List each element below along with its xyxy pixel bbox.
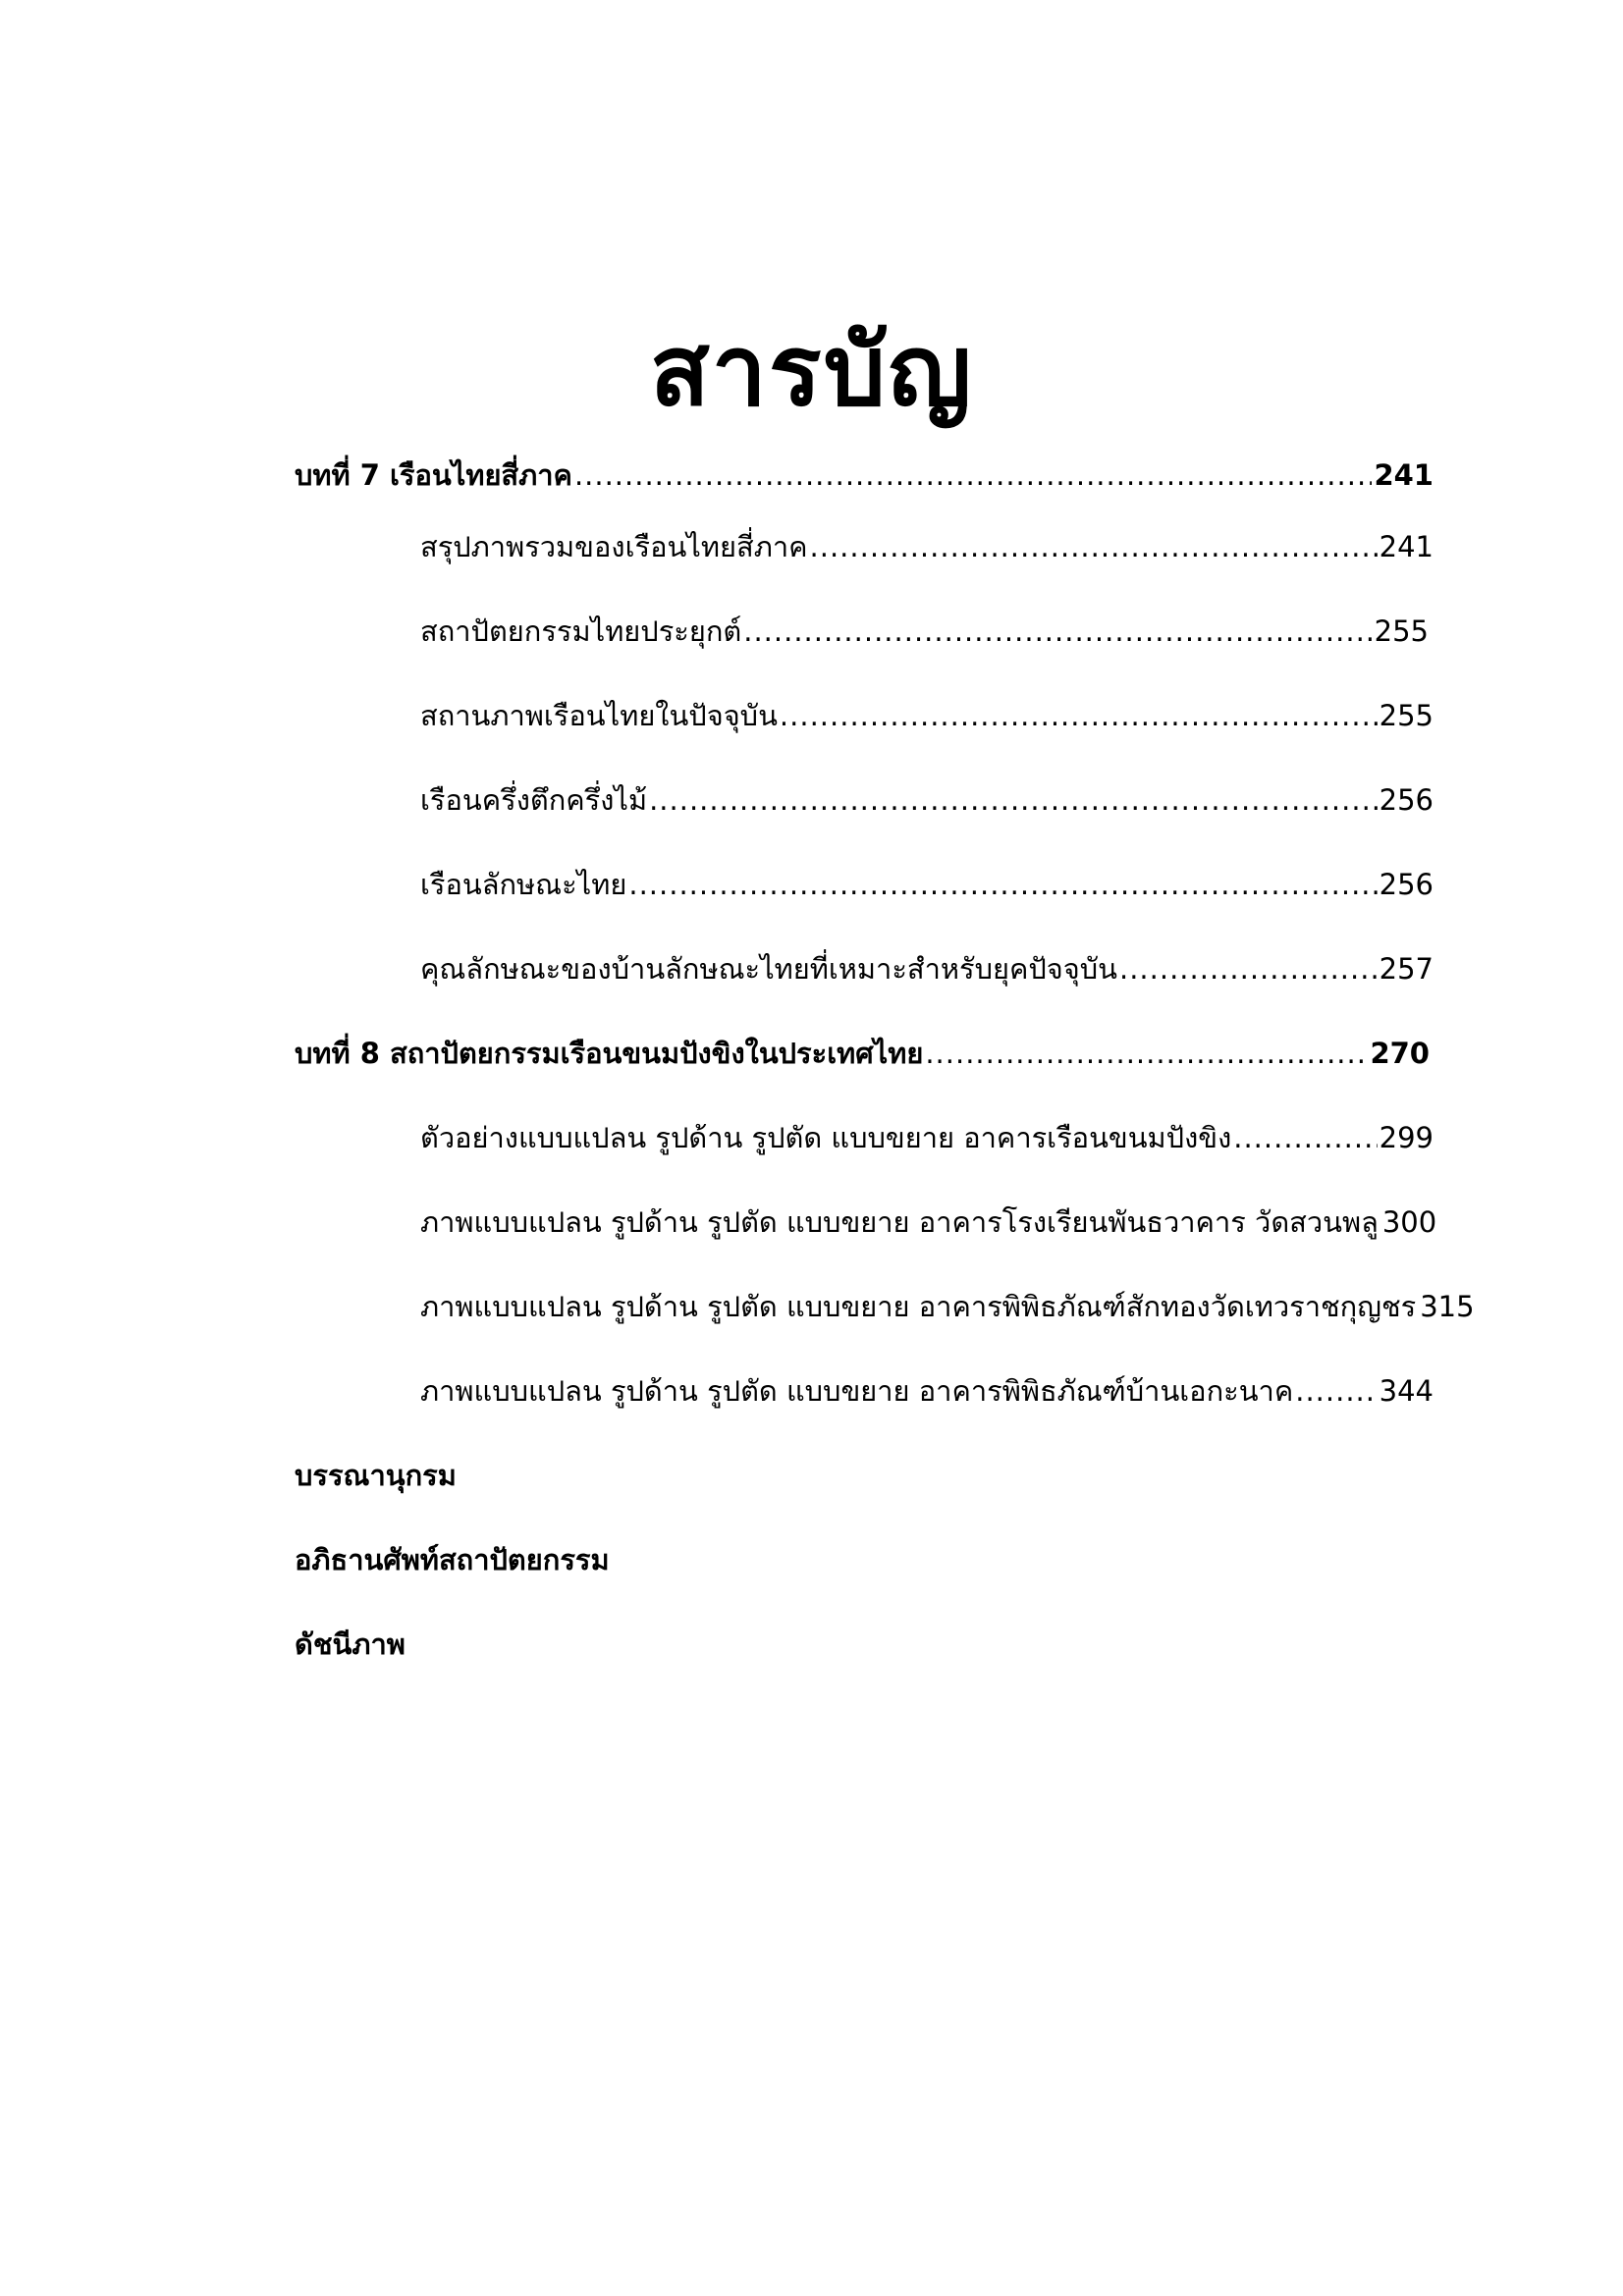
toc-section[interactable] xyxy=(420,699,1434,732)
toc-section[interactable] xyxy=(420,1121,1434,1154)
toc-entry-page: 256 xyxy=(1379,868,1434,901)
toc-entry-page: 315 xyxy=(1420,1290,1475,1323)
toc-entry-page: 255 xyxy=(1374,614,1429,648)
toc-section[interactable] xyxy=(420,783,1434,817)
toc-entry-label: ภาพแบบแปลน รูปด้าน รูปตัด แบบขยาย อาคารพิพิธภัณฑ์สักทองวัดเทวราชกุญชร xyxy=(420,1290,1417,1323)
dot-leader xyxy=(1119,955,1378,984)
toc-chapter-7[interactable] xyxy=(295,458,1434,492)
toc-entry-label: สถานภาพเรือนไทยในปัจจุบัน xyxy=(420,699,778,732)
toc-entry-label: บทที่ 7 เรือนไทยสี่ภาค xyxy=(295,458,572,492)
dot-leader xyxy=(1233,1124,1377,1152)
dot-leader xyxy=(574,461,1373,490)
page-title: สารบัญ xyxy=(649,313,974,428)
dot-leader xyxy=(1295,1377,1377,1406)
toc-section[interactable] xyxy=(420,614,1429,648)
toc-section[interactable] xyxy=(420,868,1434,901)
toc-entry-label: เรือนลักษณะไทย xyxy=(420,868,627,901)
toc-glossary[interactable]: อภิธานศัพท์สถาปัตยกรรม xyxy=(295,1543,610,1576)
toc-entry-page: 299 xyxy=(1379,1121,1434,1154)
toc-entry-page: 256 xyxy=(1379,783,1434,817)
toc-entry-label: ภาพแบบแปลน รูปด้าน รูปตัด แบบขยาย อาคารโรงเรียนพันธวาคาร วัดสวนพลู xyxy=(420,1205,1379,1239)
toc-section[interactable] xyxy=(420,952,1434,986)
toc-entry-label: บทที่ 8 สถาปัตยกรรมเรือนขนมปังขิงในประเทศไทย xyxy=(295,1037,924,1070)
toc-entry-label: คุณลักษณะของบ้านลักษณะไทยที่เหมาะสำหรับยุคปัจจุบัน xyxy=(420,952,1117,986)
toc-entry-page: 255 xyxy=(1379,699,1434,732)
toc-entry-page: 300 xyxy=(1381,1205,1437,1239)
toc-entry-page: 241 xyxy=(1374,458,1434,492)
dot-leader xyxy=(925,1040,1368,1068)
toc-bibliography[interactable]: บรรณานุกรม xyxy=(295,1459,457,1492)
dot-leader xyxy=(649,786,1378,815)
toc-entry-page: 257 xyxy=(1379,952,1434,986)
toc-section[interactable] xyxy=(420,1374,1434,1408)
dot-leader xyxy=(780,702,1378,730)
toc-section[interactable] xyxy=(420,1290,1475,1323)
toc-entry-label: ภาพแบบแปลน รูปด้าน รูปตัด แบบขยาย อาคารพิพิธภัณฑ์บ้านเอกะนาค xyxy=(420,1374,1294,1408)
toc-entry-page: 241 xyxy=(1379,530,1434,563)
dot-leader xyxy=(628,871,1377,899)
toc-entry-label: สรุปภาพรวมของเรือนไทยสี่ภาค xyxy=(420,530,808,563)
dot-leader xyxy=(810,533,1378,561)
toc-entry-label: ตัวอย่างแบบแปลน รูปด้าน รูปตัด แบบขยาย อาคารเรือนขนมปังขิง xyxy=(420,1121,1232,1154)
toc-section[interactable] xyxy=(420,1205,1437,1239)
dot-leader xyxy=(743,617,1372,646)
toc-entry-label: สถาปัตยกรรมไทยประยุกต์ xyxy=(420,614,742,648)
toc-entry-label: เรือนครึ่งตึกครึ่งไม้ xyxy=(420,783,648,817)
toc-section[interactable] xyxy=(420,530,1434,563)
toc-image-index[interactable]: ดัชนีภาพ xyxy=(295,1628,406,1661)
toc-chapter-8[interactable] xyxy=(295,1037,1430,1070)
toc-entry-page: 270 xyxy=(1370,1037,1430,1070)
toc-entry-page: 344 xyxy=(1379,1374,1434,1408)
